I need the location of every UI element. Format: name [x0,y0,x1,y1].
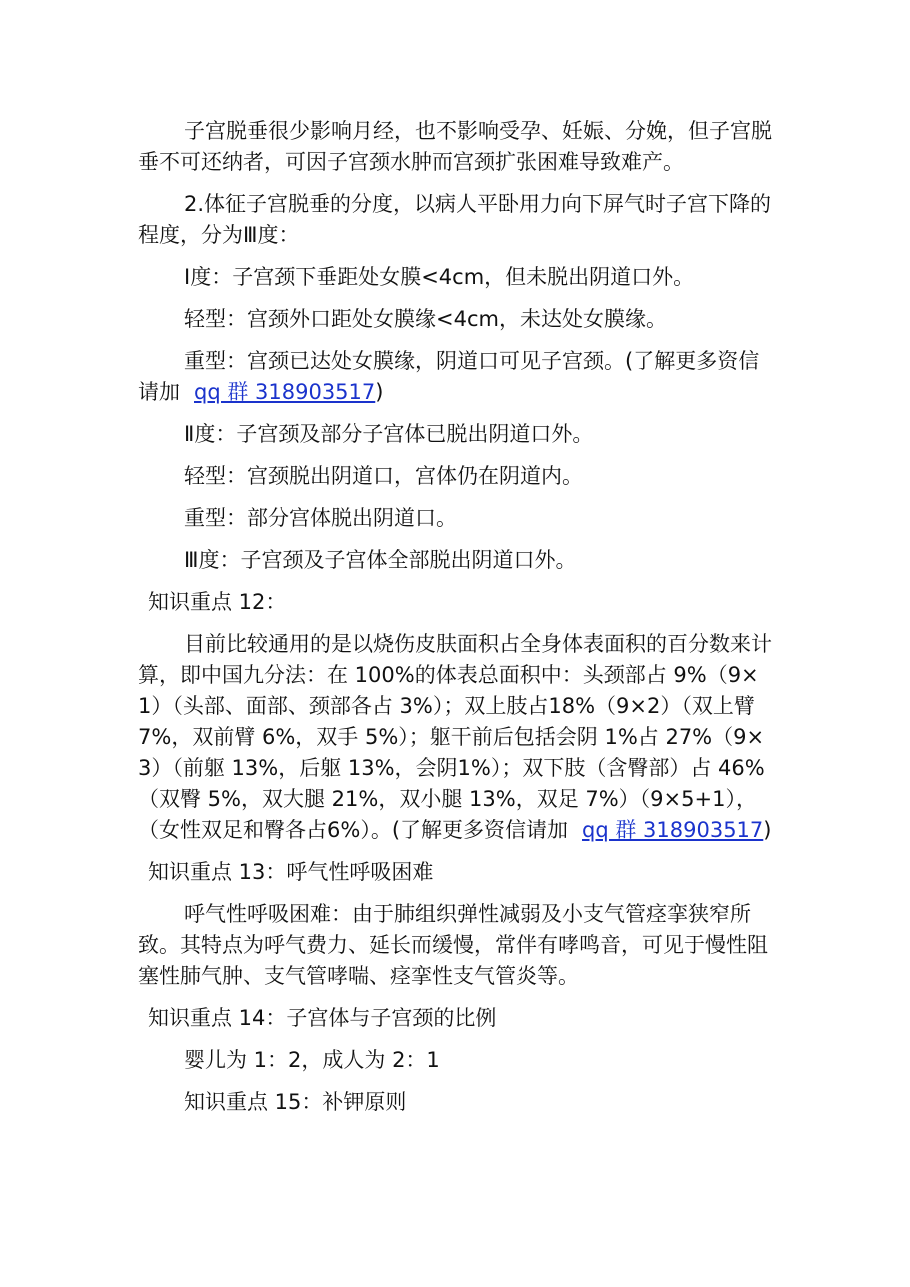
paragraph-prolapse-grading [138,189,778,251]
paragraph-text: 重型：部分宫体脱出阴道口。 [184,506,457,530]
heading-text: 知识重点 14：子宫体与子宫颈的比例 [148,1006,497,1030]
paragraph-expiratory-dyspnea [138,899,778,992]
paragraph-text-tail: ) [763,818,772,842]
paragraph-text: Ⅱ度：子宫颈及部分子宫体已脱出阴道口外。 [184,422,594,446]
paragraph-grade-1-mild [138,304,778,335]
section-heading-15 [138,1087,778,1118]
paragraph-text: 婴儿为 1：2，成人为 2：1 [184,1048,440,1072]
paragraph-grade-1-severe [138,346,778,408]
paragraph-grade-1 [138,262,778,293]
paragraph-text: 轻型：宫颈外口距处女膜缘<4cm，未达处女膜缘。 [184,307,667,331]
paragraph-burn-area [138,629,778,846]
document-page [138,116,778,1129]
paragraph-text: 目前比较通用的是以烧伤皮肤面积占全身体表面积的百分数来计算，即中国九分法：在 100%的体表总面积中：头颈部占 9%（9×1）（头部、面部、颈部各占 3%）；双上肢占18%（9×2）（双上臂 7%，双前臂 6%，双手 5%）；躯干前后包括会阴 1%占 27%（9×3）（前躯 13%，后躯 13%，会阴1%）；双下肢（含臀部）占 46%（双臀 5%，双大腿 21%，双小腿 13%，双足 7%）（9×5+1），（女性双足和臀各占6%）。(了解更多资信请加 [138,632,772,842]
heading-text: 知识重点 15：补钾原则 [184,1090,407,1114]
heading-text: 知识重点 12： [148,590,287,614]
paragraph-text: 呼气性呼吸困难：由于肺组织弹性减弱及小支气管痉挛狭窄所致。其特点为呼气费力、延长而缓慢，常伴有哮鸣音，可见于慢性阻塞性肺气肿、支气管哮喘、痉挛性支气管炎等。 [138,902,768,988]
paragraph-prolapse-effects [138,116,778,178]
paragraph-grade-3 [138,545,778,576]
paragraph-grade-2-severe [138,503,778,534]
section-heading-14 [138,1003,778,1034]
paragraph-text: Ⅰ度：子宫颈下垂距处女膜<4cm，但未脱出阴道口外。 [184,265,695,289]
paragraph-text: 子宫脱垂很少影响月经，也不影响受孕、妊娠、分娩，但子宫脱垂不可还纳者，可因子宫颈水肿而宫颈扩张困难导致难产。 [138,119,772,174]
heading-text: 知识重点 13：呼气性呼吸困难 [148,860,434,884]
paragraph-text: 2.体征子宫脱垂的分度，以病人平卧用力向下屏气时子宫下降的程度，分为Ⅲ度： [138,192,772,247]
section-heading-12 [138,587,778,618]
paragraph-grade-2-mild [138,461,778,492]
section-heading-13 [138,857,778,888]
qq-group-link[interactable]: qq 群 318903517 [582,818,764,842]
paragraph-text: 重型：宫颈已达处女膜缘，阴道口可见子宫颈。(了解更多资信请加 [138,349,760,404]
paragraph-grade-2 [138,419,778,450]
paragraph-text: Ⅲ度：子宫颈及子宫体全部脱出阴道口外。 [184,548,577,572]
paragraph-uterus-ratio [138,1045,778,1076]
paragraph-text: 轻型：宫颈脱出阴道口，宫体仍在阴道内。 [184,464,583,488]
paragraph-text-tail: ) [375,380,384,404]
qq-group-link[interactable]: qq 群 318903517 [194,380,376,404]
